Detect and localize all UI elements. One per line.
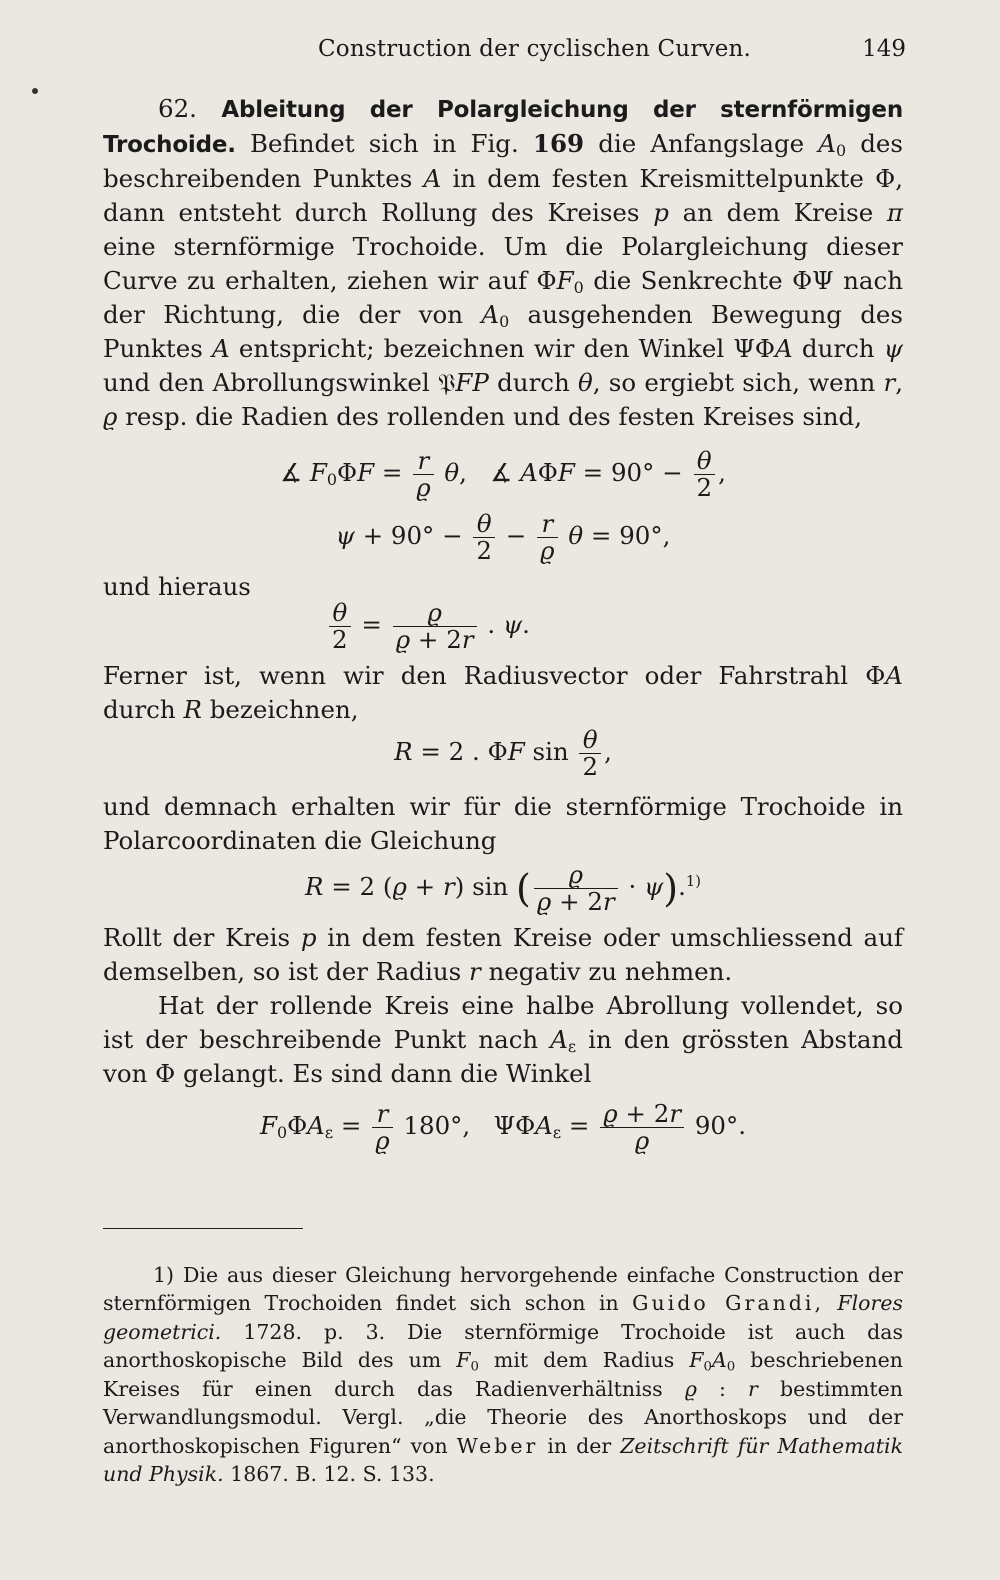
- author-name: Guido Grandi,: [632, 1291, 824, 1315]
- page-header: [0, 30, 1000, 70]
- equation-angles: ∡ $F_0\Phi F$ = $\frac{r}{ϱ}$ θ, ∡ AΦF = 90° − $\frac{\theta}{2}$ ,: [280, 446, 726, 502]
- symbol: F: [456, 1348, 471, 1372]
- symbol: ϱ: [684, 1376, 697, 1401]
- subscript: ε: [567, 1036, 577, 1056]
- section-title: Ableitung der Polargleichung der sternförmigen Trochoide.: [103, 97, 904, 158]
- symbol: θ: [578, 368, 593, 397]
- equation-theta: $\frac{\theta}{2}$ = $\frac{ϱ}{ϱ + 2r}$ . ψ.: [103, 600, 903, 653]
- symbol: A: [481, 300, 500, 329]
- text-run: , so ergiebt sich, wenn: [592, 368, 876, 397]
- text-run: die Senkrechte ΦΨ nach der Richtung, die der von: [103, 266, 903, 329]
- page-number: 149: [862, 36, 906, 62]
- main-text: [103, 92, 903, 1160]
- text-run: entspricht; bezeichnen wir den Winkel ΨΦ: [238, 334, 775, 363]
- symbol: 𝔓: [437, 368, 456, 397]
- text-run: resp. die Radien des rollenden und des festen Kreises sind,: [125, 402, 863, 431]
- work-title: Flores geometrici.: [103, 1291, 903, 1344]
- footnote-rule: [103, 1228, 303, 1229]
- footnote-mark: 1): [153, 1262, 175, 1287]
- equation-half-rolling: $F_0\Phi A_\varepsilon$ = $\frac{r}{ϱ}$ 180°, $\Psi\Phi A_\varepsilon$ = $\frac{ϱ + 2r}{ϱ}$ 90°.: [259, 1099, 747, 1155]
- text-run: bezeichnen,: [209, 695, 359, 724]
- symbol: A: [818, 129, 836, 158]
- text-run: in dem festen Kreismittelpunkte Φ, dann entsteht durch Rollung des Kreises: [103, 164, 903, 227]
- text-run: durch: [801, 334, 875, 363]
- figure-reference: 169: [532, 129, 585, 158]
- subscript: 0: [499, 311, 510, 331]
- text-run: Die aus dieser Gleichung hervorgehende einfache Construction der sternförmigen Trochoiden findet sich schon in: [103, 1262, 903, 1315]
- text-run: 1867. B. 12. S. 133.: [230, 1462, 435, 1486]
- subscript: 0: [470, 1359, 479, 1375]
- text-run: beschriebenen Kreises für einen durch das Radienverhältniss: [103, 1348, 903, 1401]
- symbol: p: [300, 923, 317, 952]
- subscript: 0: [573, 277, 584, 297]
- equation-polar: R = 2 (ϱ + r) sin ( $\frac{ϱ}{ϱ + 2r}$ · ψ).$^{1)}$: [304, 860, 701, 916]
- equation-radius: R = 2 . ΦF sin $\frac{\theta}{2}$ ,: [394, 725, 612, 781]
- work-title: Zeitschrift für Mathematik und Physik.: [103, 1433, 904, 1486]
- symbol: p: [653, 198, 669, 227]
- text-run: und den Abrollungswinkel: [103, 368, 430, 397]
- text-run: Ferner ist, wenn wir den Radiusvector oder Fahrstrahl Φ: [103, 661, 886, 690]
- paragraph-radiusvector: [103, 659, 903, 727]
- paragraph-polar: und demnach erhalten wir für die sternförmige Trochoide in Polarcoordinaten die Gleichung: [103, 792, 903, 855]
- symbol: A: [775, 334, 793, 363]
- symbol: R: [183, 695, 202, 724]
- text-run: 1728. p. 3. Die sternförmige Trochoide ist auch das anorthoskopische Bild des um: [103, 1319, 903, 1372]
- text-run: an dem Kreise: [682, 198, 874, 227]
- text-run: ausgehenden Bewegung des Punktes: [103, 300, 903, 363]
- text-run: Befindet sich in Fig.: [249, 129, 519, 158]
- text-run: durch: [103, 695, 176, 724]
- text-run: die Anfangslage: [598, 129, 805, 158]
- footnote: 1) Die aus dieser Gleichung hervorgehende einfache Construction der sternförmigen Trochoiden findet sich schon in Guido Grandi, Flores geometrici. 1728. p. 3. Die sternförmige Trochoide ist auch das anorthoskopische Bild des um $F_0$ mit dem Radius $F_0A_0$ beschriebenen Kreises für einen durch das Radienverhältniss ϱ : r bestimmten Verwandlungsmodul. Vergl. „die Theorie des Anorthoskops und der anorthoskopischen Figuren“ von Weber in der Zeitschrift für Mathematik und Physik. 1867. B. 12. S. 133.: [103, 1262, 904, 1486]
- author-name: Weber: [456, 1433, 539, 1458]
- subscript: 0: [703, 1359, 712, 1375]
- paragraph-rollt: [103, 921, 903, 989]
- symbol: F: [689, 1348, 704, 1372]
- symbol: A: [423, 164, 442, 193]
- paragraph-hieraus: und hieraus: [103, 572, 251, 601]
- text-run: bestimmten Verwandlungsmodul. Vergl. „die Theorie des Anorthoskops und der anorthoskopischen Figuren“ von: [103, 1376, 903, 1458]
- section-paragraph: 62. Ableitung der Polargleichung der sternförmigen Trochoide. Befindet sich in Fig. 169 die Anfangslage $A_0$ des beschreibenden Punktes A in dem festen Kreismittelpunkte Φ, dann entsteht durch Rollung des Kreises p an dem Kreise π eine sternförmige Trochoide. Um die Polargleichung dieser Curve zu erhalten, ziehen wir auf $\Phi F_0$ die Senkrechte ΦΨ nach der Richtung, die der von $A_0$ ausgehenden Bewegung des Punktes A entspricht; bezeichnen wir den Winkel ΨΦA durch ψ und den Abrollungswinkel 𝔓FP durch θ, so ergiebt sich, wenn r, ϱ resp. die Radien des rollenden und des festen Kreises sind,: [103, 94, 904, 431]
- text-run: mit dem Radius: [493, 1348, 675, 1372]
- paragraph-abrollung: [103, 989, 903, 1091]
- symbol: r: [468, 957, 481, 986]
- text-run: Rollt der Kreis: [103, 923, 291, 952]
- subscript: 0: [726, 1359, 736, 1375]
- equation-sum: ψ + 90° − $\frac{\theta}{2}$ − $\frac{r}{ϱ}$ θ = 90°,: [335, 509, 671, 565]
- symbol: A: [885, 661, 903, 690]
- subscript: 0: [835, 140, 847, 160]
- text-run: des beschreibenden Punktes: [103, 129, 903, 193]
- symbol: ψ: [883, 334, 904, 363]
- symbol: F: [556, 266, 574, 295]
- running-title: Construction der cyclischen Curven.: [318, 36, 752, 62]
- symbol: A: [711, 1348, 727, 1372]
- text-run: in der: [547, 1433, 612, 1458]
- section-number: 62.: [158, 94, 197, 123]
- symbol: π: [886, 198, 904, 227]
- symbol: ϱ: [103, 402, 118, 431]
- symbol: A: [550, 1025, 568, 1054]
- margin-dot: [32, 88, 38, 94]
- symbol: r: [748, 1376, 758, 1401]
- text-run: in den grössten Abstand von Φ gelangt. Es sind dann die Winkel: [103, 1025, 903, 1088]
- text-run: eine sternförmige Trochoide. Um die Polargleichung dieser Curve zu erhalten, ziehen wir auf Φ: [103, 232, 903, 295]
- text-run: durch: [497, 368, 570, 397]
- symbol: A: [212, 334, 230, 363]
- text-run: negativ zu nehmen.: [488, 957, 733, 986]
- text-run: in dem festen Kreise oder umschliessend auf demselben, so ist der Radius: [103, 923, 903, 986]
- symbol: FP: [455, 368, 489, 397]
- symbol: r: [883, 368, 896, 397]
- text-run: Hat der rollende Kreis eine halbe Abrollung vollendet, so ist der beschreibende Punkt nach: [103, 991, 903, 1054]
